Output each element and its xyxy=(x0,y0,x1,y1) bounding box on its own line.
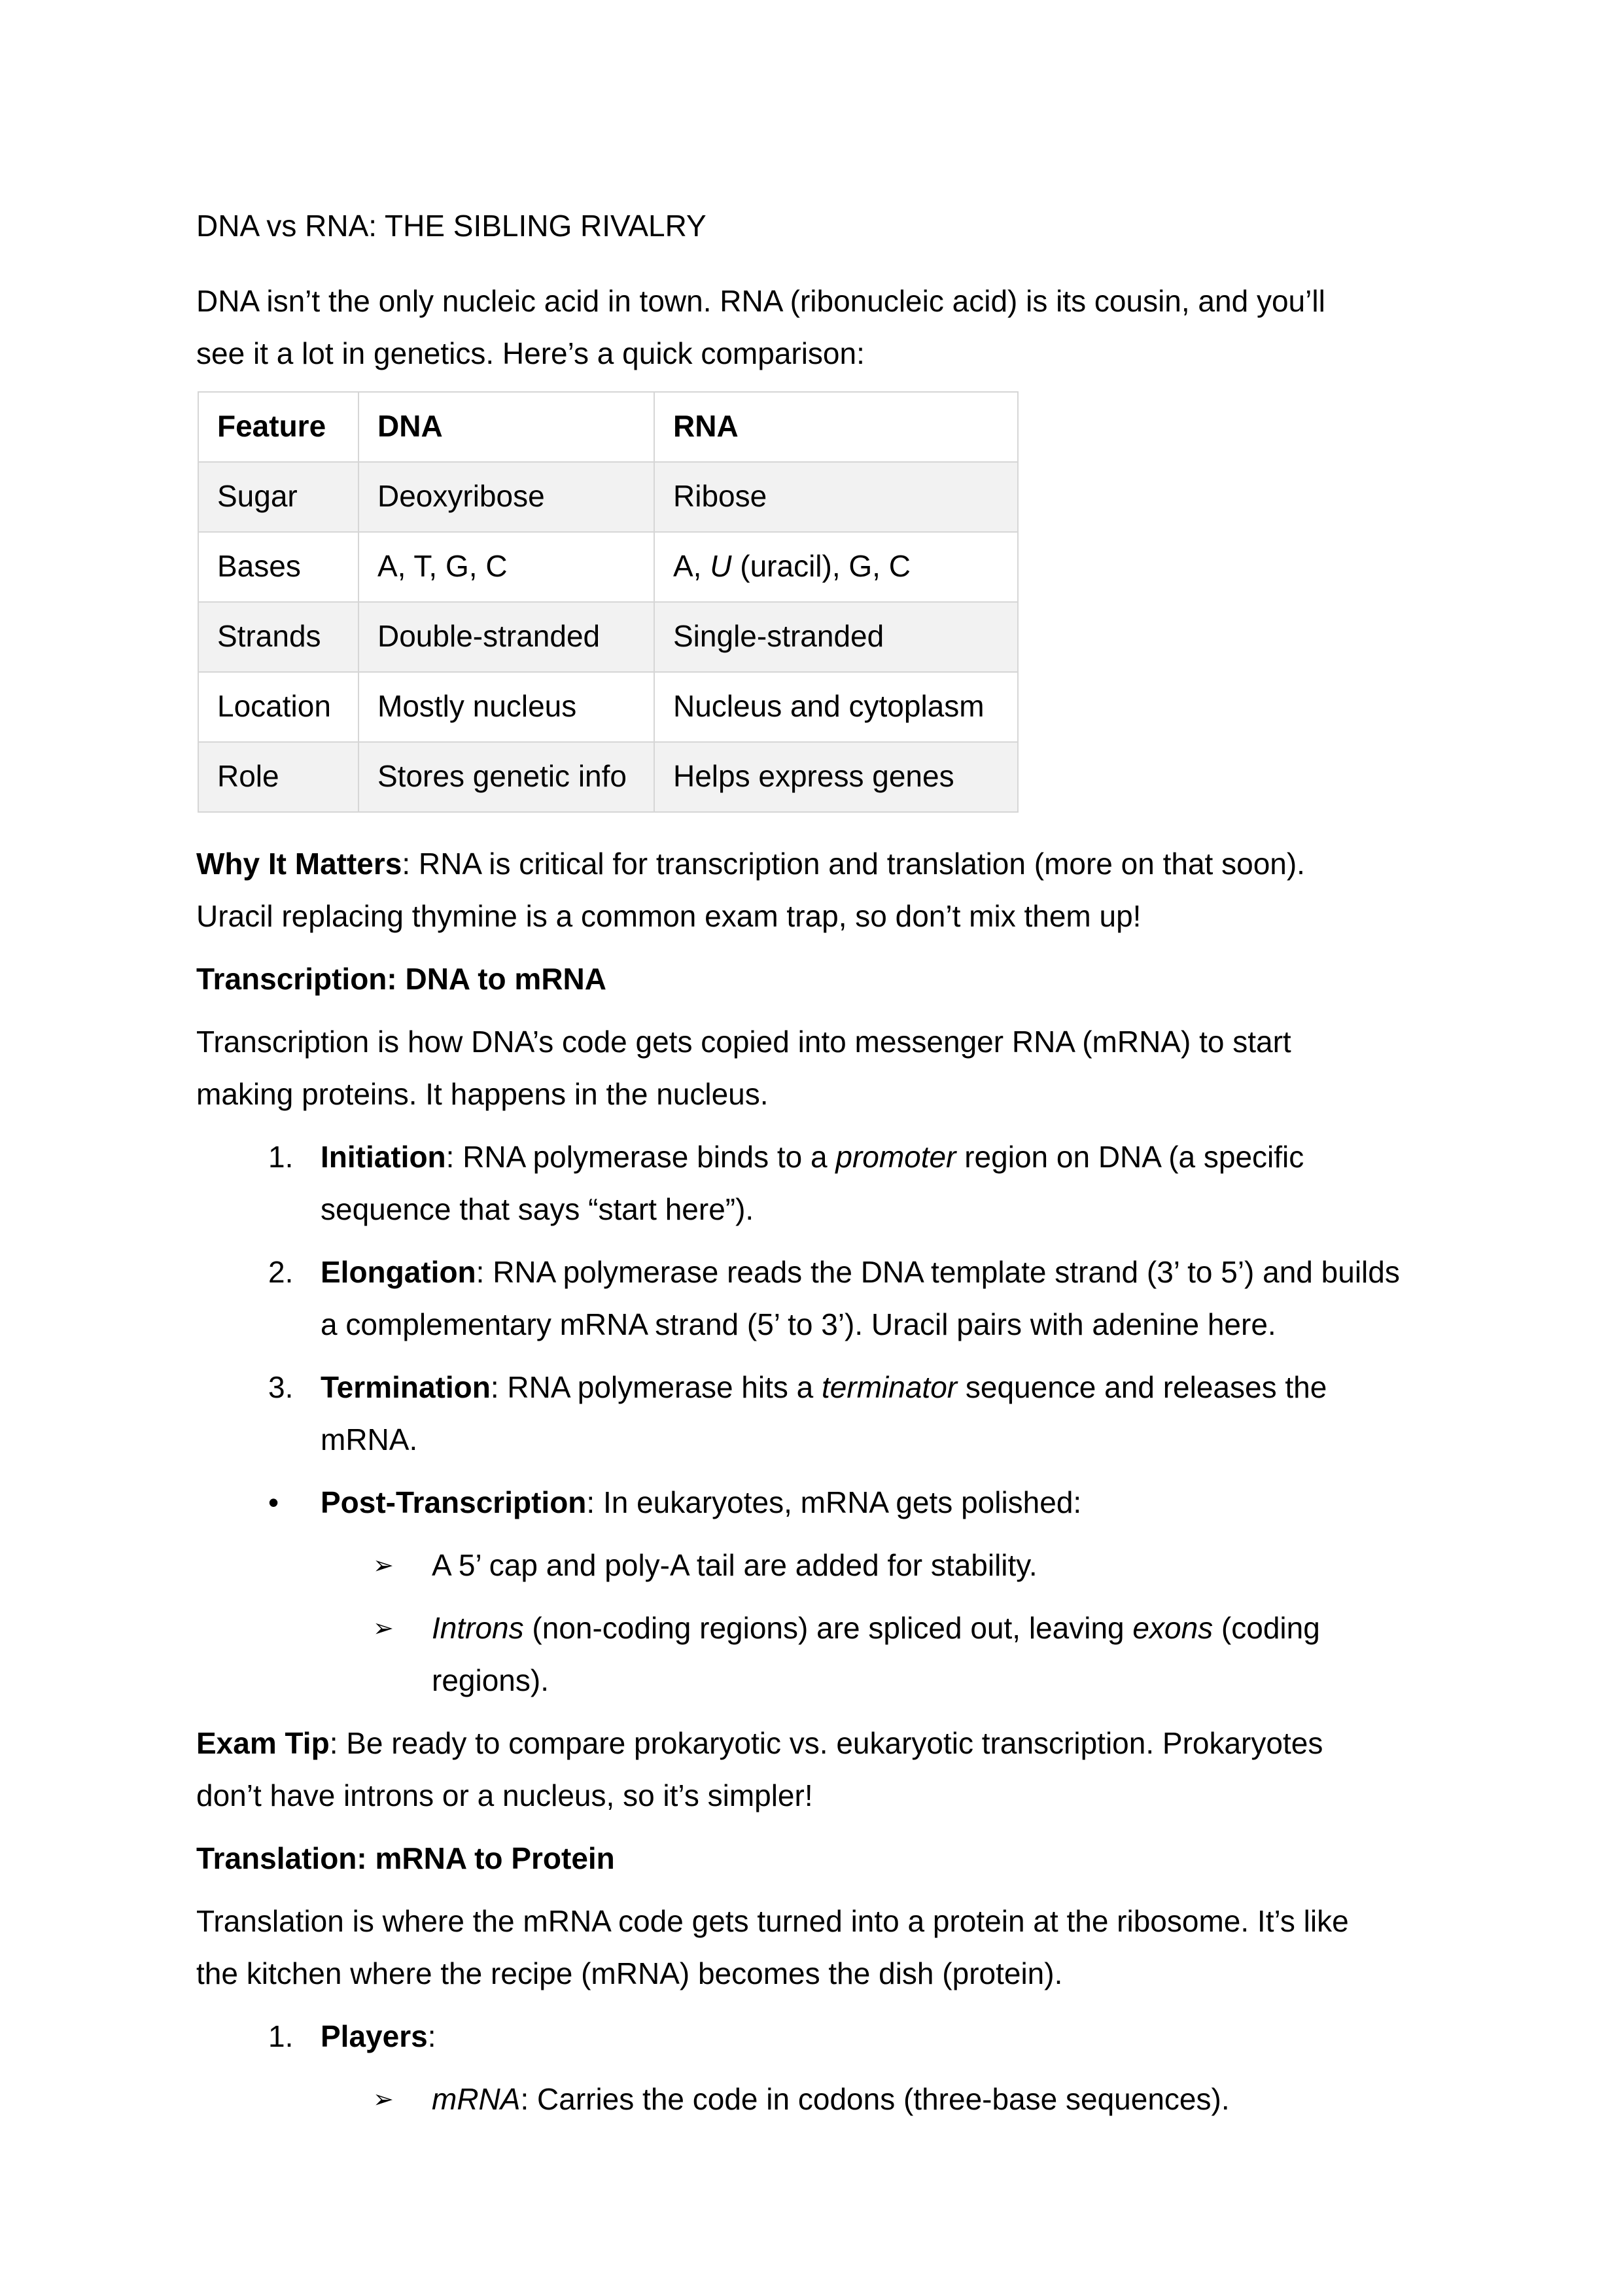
text-line xyxy=(321,1361,1327,1413)
feature-cell: Strands xyxy=(198,602,358,672)
elongation-text-2: a complementary mRNA strand (5’ to 3’). Uracil pairs with adenine here. xyxy=(321,1307,1276,1341)
exam-tip-text-2: don’t have introns or a nucleus, so it’s simpler! xyxy=(196,1778,813,1812)
translation-intro-paragraph xyxy=(196,1895,1427,2000)
initiation-text-2: region on DNA (a specific xyxy=(956,1140,1304,1174)
text-line xyxy=(196,1717,1427,1769)
elongation-label: Elongation xyxy=(321,1255,476,1289)
feature-cell: Location xyxy=(198,672,358,742)
why-it-matters-text: : RNA is critical for transcription and translation (more on that soon). xyxy=(402,847,1305,881)
rna-bases-suffix: (uracil), G, C xyxy=(731,549,911,583)
feature-cell: Sugar xyxy=(198,462,358,532)
table-header-row xyxy=(198,392,1018,462)
list-marker: 3. xyxy=(268,1370,294,1404)
text-line xyxy=(432,1654,1320,1706)
numbered-item-termination xyxy=(196,1361,1427,1466)
post-transcription-label: Post-Transcription xyxy=(321,1485,587,1519)
list-item-body xyxy=(432,1539,1038,1591)
list-item-body xyxy=(321,2010,436,2062)
exons-italic: exons xyxy=(1132,1611,1213,1645)
introns-text: (non-coding regions) are spliced out, leaving xyxy=(523,1611,1133,1645)
cap-tail-text: A 5’ cap and poly-A tail are added for stability. xyxy=(432,1548,1038,1582)
initiation-text-3: sequence that says “start here”). xyxy=(321,1192,754,1226)
text-line xyxy=(196,275,1427,327)
document-title: DNA vs RNA: THE SIBLING RIVALRY xyxy=(196,209,707,243)
intro-line-1: DNA isn’t the only nucleic acid in town. RNA (ribonucleic acid) is its cousin, and you’ll xyxy=(196,284,1325,318)
bullet-icon: • xyxy=(268,1485,279,1519)
why-it-matters-label: Why It Matters xyxy=(196,847,402,881)
players-label: Players xyxy=(321,2019,428,2053)
why-it-matters-paragraph xyxy=(196,838,1427,942)
terminator-italic: terminator xyxy=(822,1370,958,1404)
transcription-intro-paragraph xyxy=(196,1016,1427,1120)
dna-cell: Stores genetic info xyxy=(358,742,654,812)
list-item-body xyxy=(321,1361,1327,1466)
rna-cell xyxy=(654,532,1018,602)
arrow-bullet-icon: ➢ xyxy=(373,1614,394,1642)
text-line xyxy=(432,1539,1038,1591)
dna-cell: Mostly nucleus xyxy=(358,672,654,742)
text-line xyxy=(321,1476,1081,1528)
section-heading-translation: Translation: mRNA to Protein xyxy=(196,1841,615,1875)
text-line xyxy=(196,327,1427,380)
numbered-item-initiation xyxy=(196,1131,1427,1235)
feature-cell: Bases xyxy=(198,532,358,602)
introns-italic: Introns xyxy=(432,1611,524,1645)
rna-cell: Single-stranded xyxy=(654,602,1018,672)
intro-paragraph xyxy=(196,275,1427,380)
promoter-italic: promoter xyxy=(835,1140,956,1174)
list-item-body xyxy=(321,1246,1400,1351)
termination-text-3: mRNA. xyxy=(321,1422,418,1457)
table-row xyxy=(198,462,1018,532)
sub-bullet-cap-tail xyxy=(196,1539,1427,1591)
players-text: : xyxy=(427,2019,436,2053)
exam-tip-text: : Be ready to compare prokaryotic vs. eukaryotic transcription. Prokaryotes xyxy=(329,1726,1323,1760)
rna-bases-uracil: U xyxy=(710,549,732,583)
list-item-body xyxy=(321,1131,1304,1235)
table-row xyxy=(198,672,1018,742)
dna-cell: Deoxyribose xyxy=(358,462,654,532)
text-line xyxy=(321,1246,1400,1298)
sub-bullet-introns xyxy=(196,1602,1427,1706)
table-header-rna: RNA xyxy=(654,392,1018,462)
text-line xyxy=(196,890,1427,942)
rna-bases-prefix: A, xyxy=(673,549,710,583)
rna-cell: Nucleus and cytoplasm xyxy=(654,672,1018,742)
list-item-body xyxy=(432,2073,1230,2125)
list-marker: 2. xyxy=(268,1255,294,1289)
list-marker: 1. xyxy=(268,1140,294,1174)
table-header-feature: Feature xyxy=(198,392,358,462)
rna-cell: Ribose xyxy=(654,462,1018,532)
text-line xyxy=(196,1895,1427,1947)
translation-intro-1: Translation is where the mRNA code gets turned into a protein at the ribosome. It’s like xyxy=(196,1904,1349,1938)
arrow-bullet-icon: ➢ xyxy=(373,2085,394,2113)
translation-intro-2: the kitchen where the recipe (mRNA) becomes the dish (protein). xyxy=(196,1956,1063,1990)
text-line xyxy=(196,1947,1427,2000)
text-line xyxy=(321,1131,1304,1183)
table-row xyxy=(198,532,1018,602)
intro-line-2: see it a lot in genetics. Here’s a quick comparison: xyxy=(196,336,865,370)
exam-tip-paragraph xyxy=(196,1717,1427,1822)
list-marker: 1. xyxy=(268,2019,294,2053)
exam-tip-label: Exam Tip xyxy=(196,1726,330,1760)
termination-text: : RNA polymerase hits a xyxy=(490,1370,822,1404)
text-line xyxy=(196,1016,1427,1068)
section-heading-transcription: Transcription: DNA to mRNA xyxy=(196,962,606,996)
initiation-text: : RNA polymerase binds to a xyxy=(445,1140,836,1174)
initiation-label: Initiation xyxy=(321,1140,446,1174)
introns-text-3: regions). xyxy=(432,1663,549,1697)
rna-cell: Helps express genes xyxy=(654,742,1018,812)
table-row xyxy=(198,742,1018,812)
sub-bullet-mrna xyxy=(196,2073,1427,2125)
arrow-bullet-icon: ➢ xyxy=(373,1551,394,1580)
text-line xyxy=(432,1602,1320,1654)
termination-label: Termination xyxy=(321,1370,491,1404)
text-line xyxy=(196,1068,1427,1120)
transcription-intro-1: Transcription is how DNA’s code gets copied into messenger RNA (mRNA) to start xyxy=(196,1025,1291,1059)
text-line xyxy=(432,2073,1230,2125)
numbered-item-elongation xyxy=(196,1246,1427,1351)
list-item-body xyxy=(432,1602,1320,1706)
mrna-italic: mRNA xyxy=(432,2082,521,2116)
post-transcription-text: : In eukaryotes, mRNA gets polished: xyxy=(586,1485,1082,1519)
text-line xyxy=(321,1183,1304,1235)
mrna-text: : Carries the code in codons (three-base sequences). xyxy=(520,2082,1230,2116)
bullet-item-post-transcription xyxy=(196,1476,1427,1528)
dna-cell: Double-stranded xyxy=(358,602,654,672)
feature-cell: Role xyxy=(198,742,358,812)
text-line xyxy=(321,1413,1327,1466)
elongation-text: : RNA polymerase reads the DNA template strand (3’ to 5’) and builds xyxy=(476,1255,1400,1289)
table-header-dna: DNA xyxy=(358,392,654,462)
list-item-body xyxy=(321,1476,1081,1528)
text-line xyxy=(321,1298,1400,1351)
text-line xyxy=(196,1769,1427,1822)
transcription-intro-2: making proteins. It happens in the nucleus. xyxy=(196,1077,769,1111)
text-line xyxy=(321,2010,436,2062)
comparison-table xyxy=(198,391,1019,813)
text-line xyxy=(196,838,1427,890)
why-it-matters-text-2: Uracil replacing thymine is a common exam trap, so don’t mix them up! xyxy=(196,899,1142,933)
numbered-item-players xyxy=(196,2010,1427,2062)
table-row xyxy=(198,602,1018,672)
termination-text-2: sequence and releases the xyxy=(957,1370,1327,1404)
introns-text-2: (coding xyxy=(1213,1611,1320,1645)
dna-cell: A, T, G, C xyxy=(358,532,654,602)
